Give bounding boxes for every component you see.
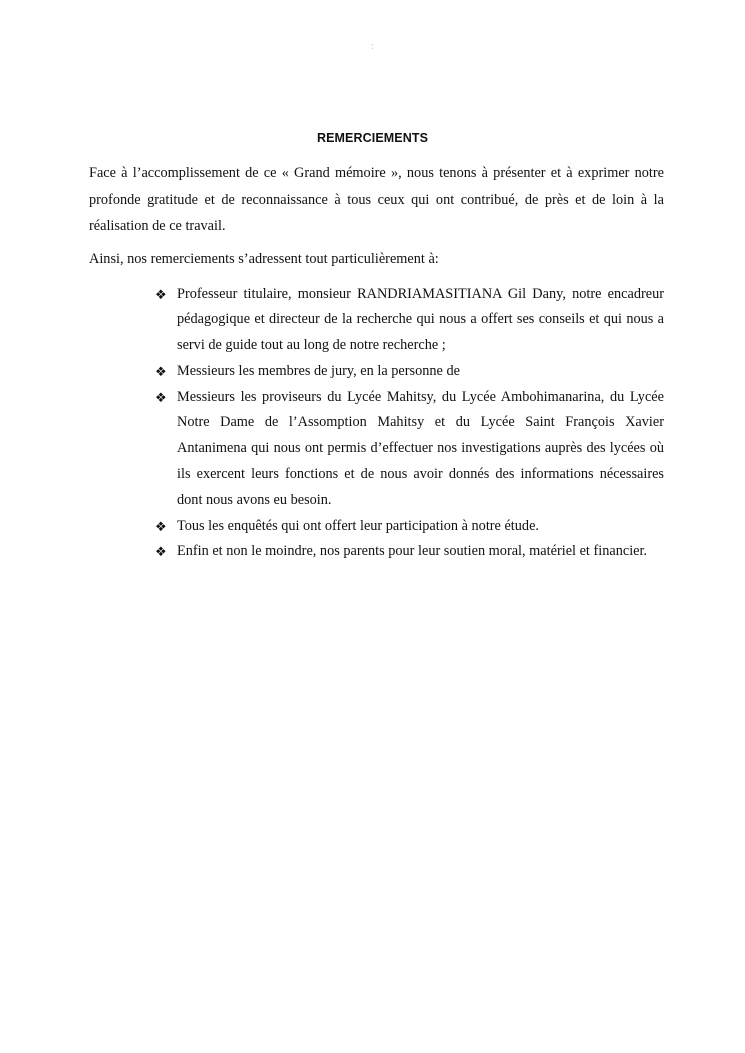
intro-paragraph: Face à l’accomplissement de ce « Grand mémoire », nous tenons à présenter et à exprimer notre profonde gratitude et de reconnaissance à tous ceux qui ont contribué, de près et de loin à la réalisation de ce travail. bbox=[89, 165, 664, 234]
header-mark: : bbox=[370, 40, 375, 52]
list-item bbox=[155, 282, 664, 359]
diamond-bullet-icon: ❖ bbox=[155, 389, 167, 405]
list-item-text: Professeur titulaire, monsieur RANDRIAMASITIANA Gil Dany, notre encadreur pédagogique et directeur de la recherche qui nous a offert ses conseils et qui nous a servi de guide tout au long de notre recherche ; bbox=[177, 285, 664, 354]
diamond-bullet-icon: ❖ bbox=[155, 544, 167, 560]
diamond-bullet-icon: ❖ bbox=[155, 363, 167, 379]
list-item-text: Tous les enquêtés qui ont offert leur participation à notre étude. bbox=[177, 517, 540, 534]
list-item-text: Messieurs les membres de jury, en la personne de bbox=[177, 362, 460, 379]
list-item bbox=[155, 359, 664, 385]
list-item bbox=[155, 385, 664, 514]
thanks-lead-paragraph: Ainsi, nos remerciements s’adressent tout particulièrement à: bbox=[89, 250, 439, 267]
acknowledgement-list bbox=[89, 282, 664, 566]
list-item-text: Enfin et non le moindre, nos parents pour leur soutien moral, matériel et financier. bbox=[177, 543, 648, 560]
page-title: REMERCIEMENTS bbox=[316, 131, 429, 145]
diamond-bullet-icon: ❖ bbox=[155, 286, 167, 302]
list-item bbox=[155, 514, 664, 540]
list-item bbox=[155, 539, 664, 565]
page-body bbox=[89, 160, 664, 565]
list-item-text: Messieurs les proviseurs du Lycée Mahitsy, du Lycée Ambohimanarina, du Lycée Notre Dame de l’Assomption Mahitsy et du Lycée Saint François Xavier Antanimena qui nous ont permis d’effectuer nos investigations auprès des lycées où ils exercent leurs fonctions et de nous avoir donnés des informations nécessaires dont nous avons eu besoin. bbox=[177, 388, 664, 508]
diamond-bullet-icon: ❖ bbox=[155, 518, 167, 534]
